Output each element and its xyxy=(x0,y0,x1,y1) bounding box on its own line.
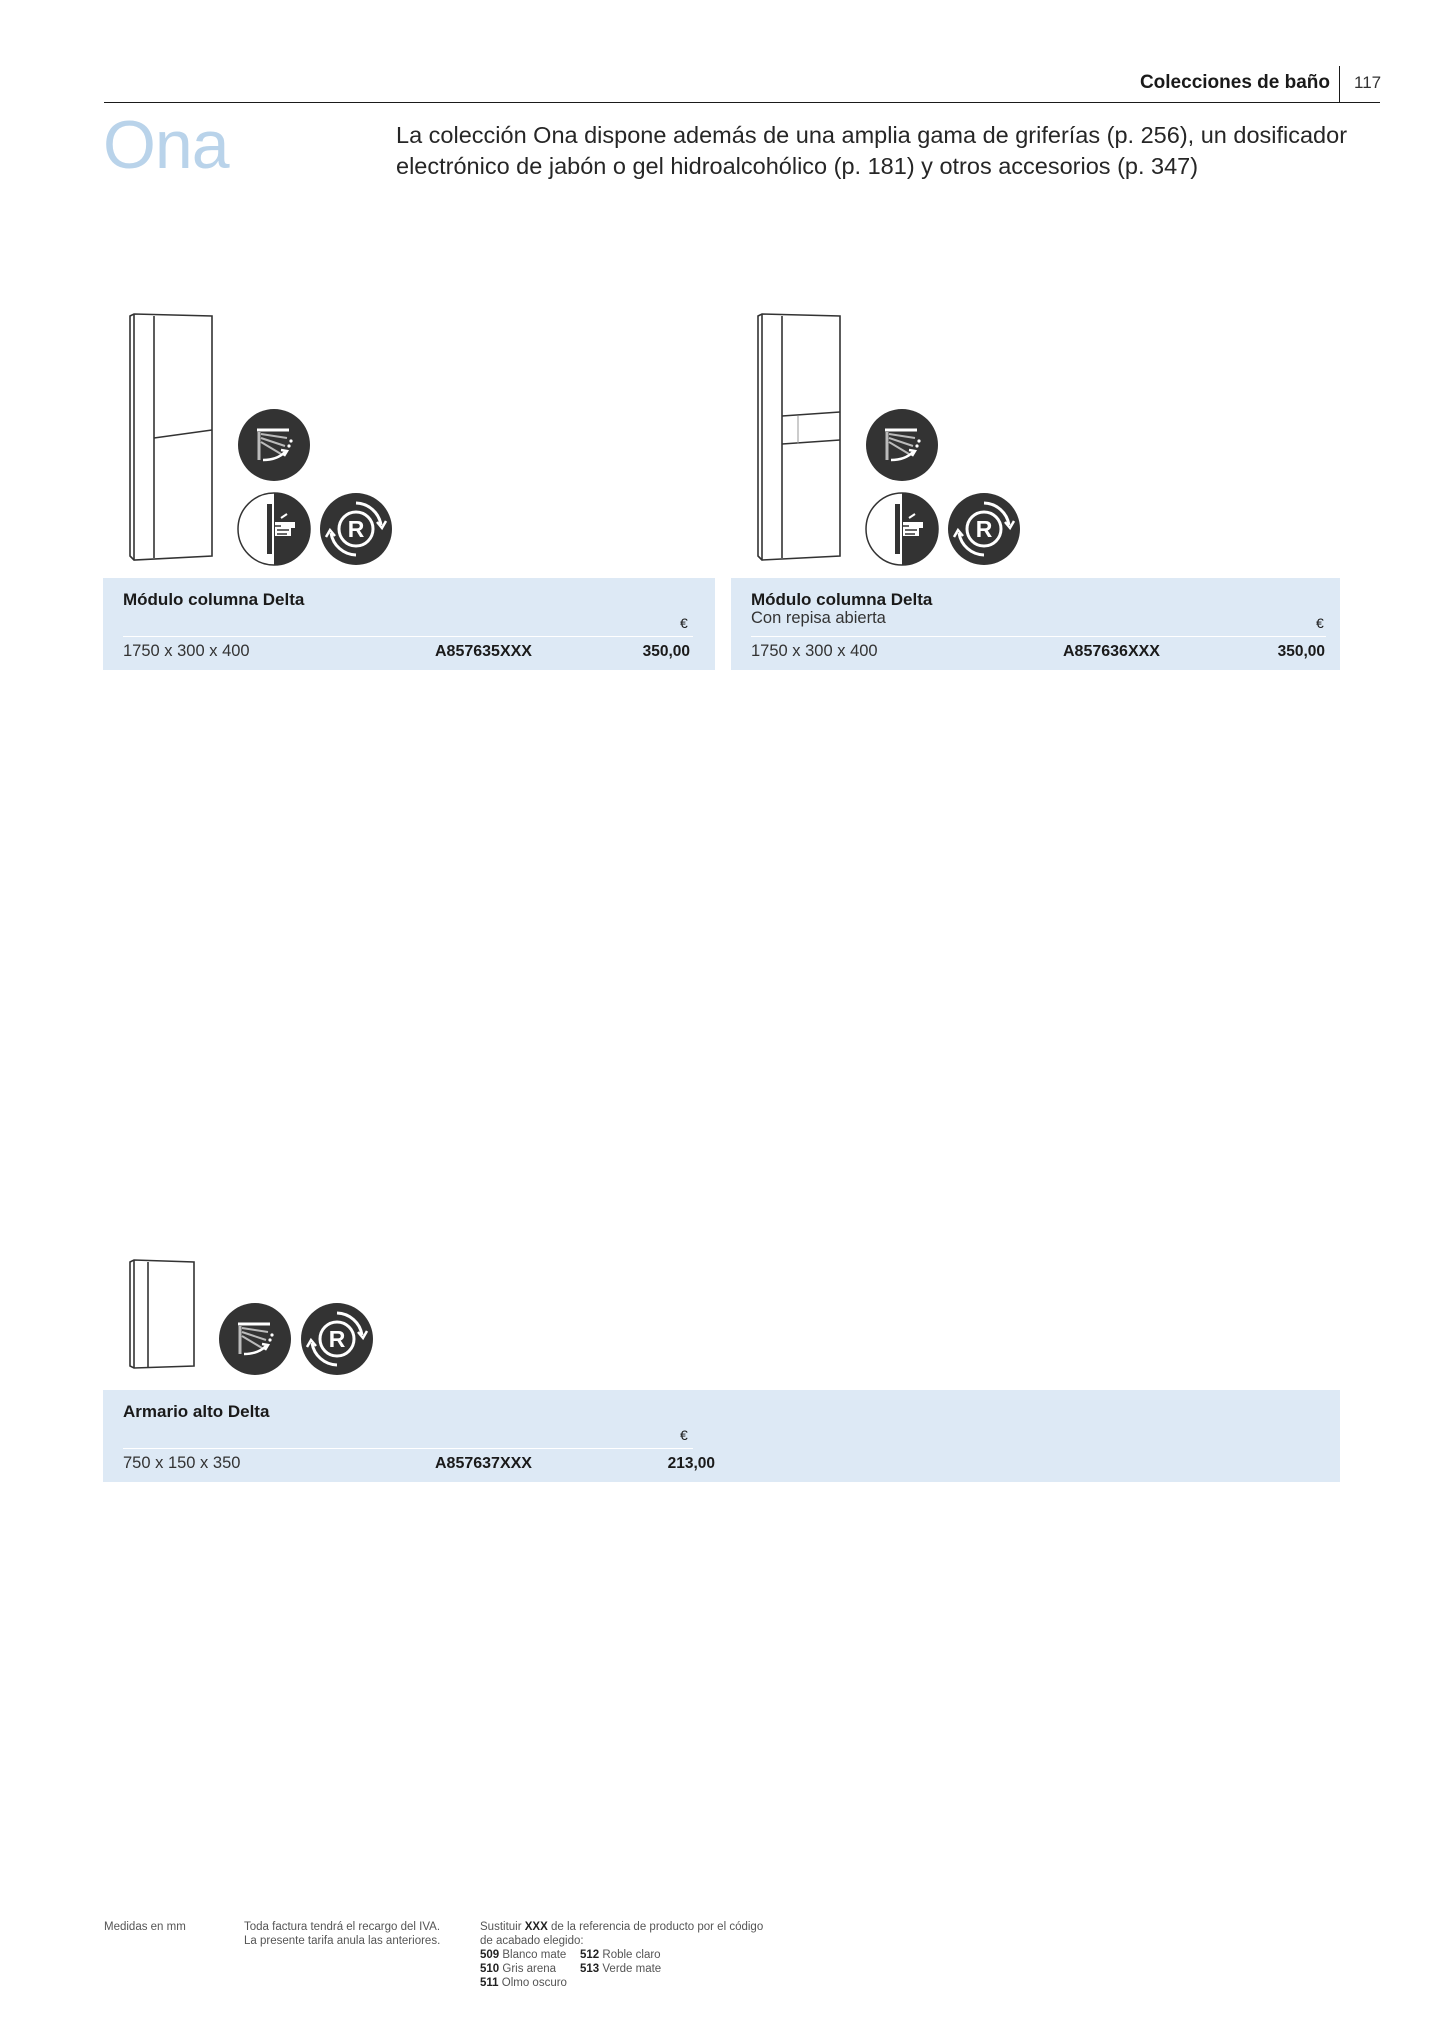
section-title: Colecciones de baño xyxy=(1139,72,1330,93)
soft-close-icon xyxy=(237,408,311,482)
replace-post: de la referencia de producto por el código xyxy=(550,1921,764,1933)
finish-code: 510 xyxy=(480,1963,500,1975)
product-price: 350,00 xyxy=(1277,643,1325,660)
product-dimensions: 1750 x 300 x 400 xyxy=(123,642,250,660)
currency-label: € xyxy=(680,1427,688,1443)
page-number: 117 xyxy=(1354,73,1382,92)
push-open-icon xyxy=(237,492,311,566)
finish-name: Verde mate xyxy=(602,1963,662,1975)
finish-name: Blanco mate xyxy=(502,1949,567,1961)
footer-replace-note xyxy=(480,1920,810,1934)
finish-code: 511 xyxy=(480,1977,499,1989)
footer-vat-line: La presente tarifa anula las anteriores. xyxy=(244,1935,441,1947)
finish-code: 509 xyxy=(480,1949,500,1961)
footer-vat-line: Toda factura tendrá el recargo del IVA. xyxy=(244,1921,441,1933)
divider xyxy=(751,636,1326,637)
header-separator xyxy=(1339,66,1340,102)
replace-pre: Sustituir xyxy=(480,1921,522,1933)
reversible-icon xyxy=(947,492,1021,566)
product-card xyxy=(103,1390,1340,1482)
reversible-icon xyxy=(300,1302,374,1376)
collection-title: Ona xyxy=(103,107,229,183)
footer-measures: Medidas en mm xyxy=(104,1921,186,1933)
product-name: Módulo columna Delta xyxy=(751,590,933,609)
footer-finish-codes xyxy=(480,1920,810,1990)
tall-cabinet-drawing xyxy=(126,1258,198,1370)
product-price: 213,00 xyxy=(667,1455,715,1472)
product-price: 350,00 xyxy=(642,643,690,660)
finish-row xyxy=(480,1976,810,1990)
product-card xyxy=(103,578,715,670)
header-rule xyxy=(104,102,1380,103)
collection-intro: La colección Ona dispone además de una amplia gama de griferías (p. 256), un dosificador electrónico de jabón o gel hidroalcohólico (p. 181) y otros accesorios (p. 347) xyxy=(396,122,1348,179)
soft-close-icon xyxy=(218,1302,292,1376)
push-open-icon xyxy=(865,492,939,566)
finish-name: Gris arena xyxy=(502,1963,557,1975)
footer-replace-line2: de acabado elegido: xyxy=(480,1935,584,1947)
product-subtitle: Con repisa abierta xyxy=(751,609,886,627)
footer-vat xyxy=(244,1920,440,1948)
finish-row xyxy=(480,1948,810,1962)
product-dimensions: 1750 x 300 x 400 xyxy=(751,642,878,660)
soft-close-icon xyxy=(865,408,939,482)
column-module-open-shelf-drawing xyxy=(754,312,844,562)
divider xyxy=(123,636,693,637)
finish-code: 512 xyxy=(580,1949,600,1961)
finish-name: Roble claro xyxy=(602,1949,661,1961)
column-module-drawing xyxy=(126,312,216,562)
finish-row xyxy=(480,1962,810,1976)
currency-label: € xyxy=(680,615,688,631)
product-code: A857636XXX xyxy=(1063,643,1160,660)
finish-code: 513 xyxy=(580,1963,600,1975)
divider xyxy=(123,1448,693,1449)
currency-label: € xyxy=(1316,615,1324,631)
reversible-icon xyxy=(319,492,393,566)
replace-code: XXX xyxy=(524,1921,548,1933)
finish-name: Olmo oscuro xyxy=(501,1977,567,1989)
product-name: Módulo columna Delta xyxy=(123,590,305,609)
product-card xyxy=(731,578,1340,670)
product-name: Armario alto Delta xyxy=(123,1402,270,1421)
product-code: A857635XXX xyxy=(435,643,532,660)
product-code: A857637XXX xyxy=(435,1455,532,1472)
product-dimensions: 750 x 150 x 350 xyxy=(123,1454,241,1472)
